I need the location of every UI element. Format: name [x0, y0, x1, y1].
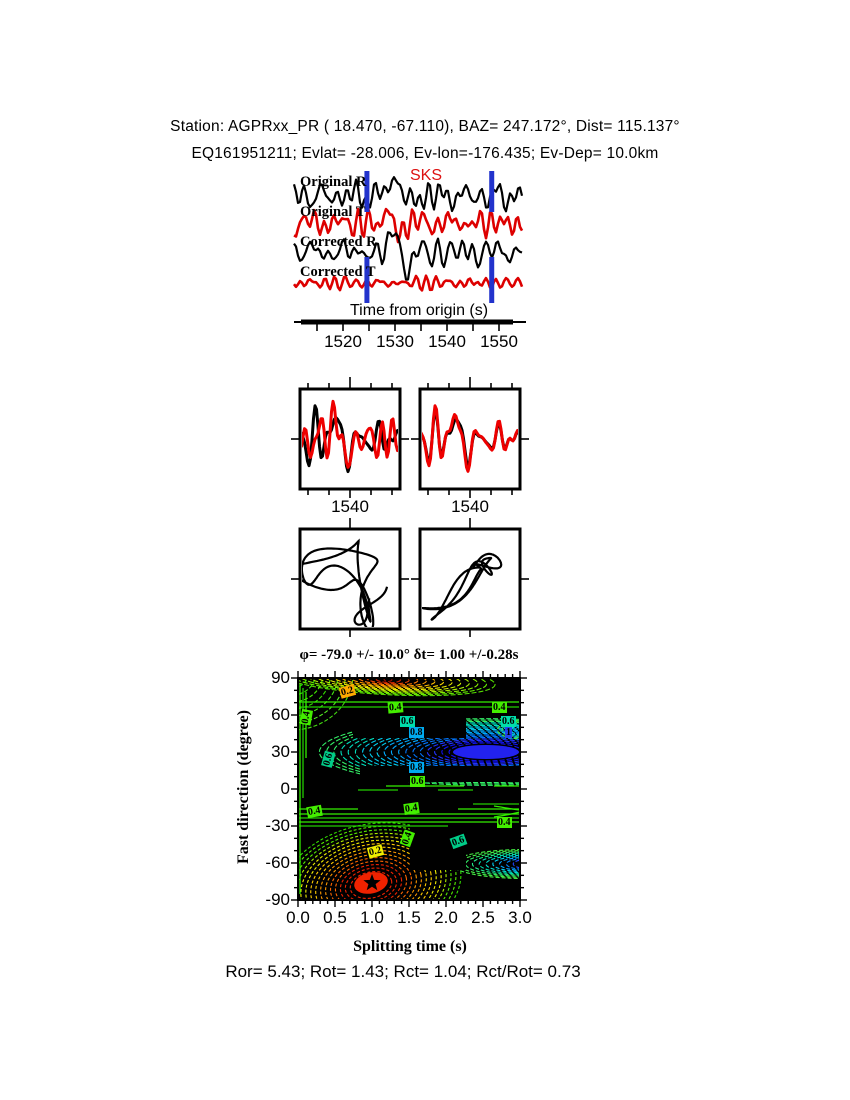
trace-label-original-t: Original T [300, 204, 366, 220]
contour-title: φ= -79.0 +/- 10.0° δt= 1.00 +/-0.28s [299, 647, 519, 663]
contour-ytick-label: -60 [265, 853, 290, 872]
contour-level-label: 0.4 [307, 804, 322, 819]
trace-label-corrected-r: Corrected R [300, 234, 377, 250]
contour-xlabel: Splitting time (s) [353, 938, 467, 955]
contour-level-label: 0.6 [450, 834, 467, 849]
time-tick-label: 1540 [428, 332, 466, 351]
trace-label-corrected-t: Corrected T [300, 264, 376, 280]
contour-level-label: 0.6 [401, 716, 414, 727]
time-axis [294, 322, 526, 331]
zoom-panel-corrected [420, 389, 520, 489]
contour-level-label: 0.8 [410, 727, 423, 738]
contour-xtick-label: 1.5 [397, 908, 421, 927]
contour-level-label: 0.2 [339, 684, 355, 699]
event-header: EQ161951211; Evlat= -28.006, Ev-lon=-176.435; Ev-Dep= 10.0km [191, 145, 659, 162]
quality-metrics: Ror= 5.43; Rot= 1.43; Rct= 1.04; Rct/Rot= 0.73 [225, 962, 581, 981]
time-tick-label: 1550 [480, 332, 518, 351]
time-tick-label: 1530 [376, 332, 414, 351]
contour-ytick-label: 30 [271, 742, 290, 761]
phase-label-sks: SKS [410, 167, 443, 184]
contour-ytick-label: 90 [271, 668, 290, 687]
trace-label-original-r: Original R [300, 174, 367, 190]
particle-panel-corrected [420, 529, 520, 629]
contour-ytick-label: -90 [265, 890, 290, 909]
contour-level-label: 0.4 [299, 710, 313, 725]
contour-level-label: 0.8 [410, 762, 423, 773]
contour-level-label: 0.6 [502, 716, 515, 727]
contour-level-label: 0.6 [411, 776, 424, 787]
zoom-left-tick-label: 1540 [331, 497, 369, 516]
zoom-right-tick-label: 1540 [451, 497, 489, 516]
contour-level-label: 0.4 [399, 830, 415, 847]
contour-xtick-label: 0.5 [323, 908, 347, 927]
contour-xtick-label: 2.5 [471, 908, 495, 927]
station-header: Station: AGPRxx_PR ( 18.470, -67.110), BAZ= 247.172°, Dist= 115.137° [170, 118, 680, 135]
contour-xtick-label: 2.0 [434, 908, 458, 927]
particle-motion-corrected [423, 554, 501, 620]
contour-level-label: 0.4 [493, 702, 506, 713]
contour-ytick-label: -30 [265, 816, 290, 835]
contour-level-label: 0.4 [498, 817, 511, 828]
panel-ticks [411, 518, 529, 637]
particle-motion-original [292, 541, 387, 630]
time-axis-label: Time from origin (s) [350, 302, 489, 319]
contour-ytick-label: 60 [271, 705, 290, 724]
contour-xtick-label: 3.0 [508, 908, 532, 927]
contour-level-label: 1 [506, 727, 511, 738]
contour-xtick-label: 1.0 [360, 908, 384, 927]
contour-xtick-label: 0.0 [286, 908, 310, 927]
contour-level-label: 0.4 [388, 701, 402, 714]
contour-level-label: 0.4 [404, 802, 419, 815]
contour-level-label: 0.2 [367, 844, 383, 859]
time-tick-label: 1520 [324, 332, 362, 351]
panel-ticks [291, 518, 409, 637]
contour-ytick-label: 0 [280, 779, 290, 798]
contour-ylabel: Fast direction (degree) [235, 709, 252, 865]
contour-level-label: 0.6 [321, 752, 336, 767]
zoom-panel-traces [300, 401, 519, 471]
